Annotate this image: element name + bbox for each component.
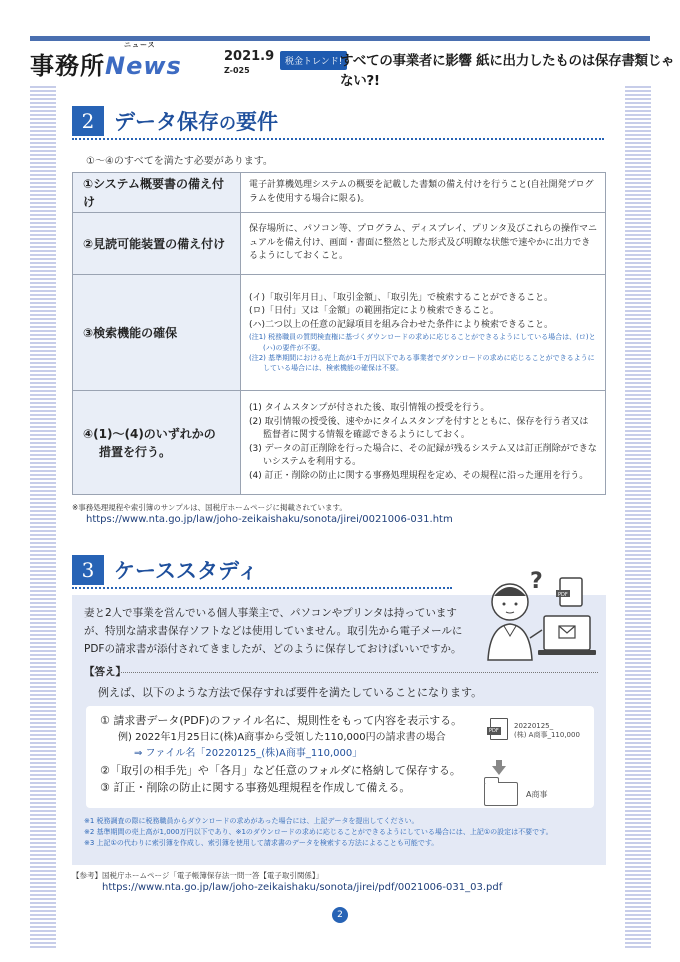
section-number: 3: [72, 555, 104, 585]
desc-line: (ハ)二つ以上の任意の記録項目を組み合わせた条件により検索できること。: [249, 319, 554, 330]
title-part: の: [219, 114, 236, 134]
step-1: ① 請求書データ(PDF)のファイル名に、規則性をもって内容を表示する。: [100, 714, 463, 727]
folder-icon: [484, 782, 518, 806]
table-row: [73, 391, 606, 495]
right-stripe-border: [625, 86, 651, 948]
row-label: ③検索機能の確保: [73, 275, 241, 391]
section-title: ケーススタディ: [114, 559, 259, 583]
section-title: [114, 106, 278, 136]
desc-line: (4) 訂正・削除の防止に関する事務処理規程を定め、その規程に沿った運用を行う。: [249, 470, 589, 481]
row-description: [241, 173, 606, 213]
requirements-table: [72, 172, 606, 495]
footnote: ※事務処理規程や索引簿のサンプルは、国税庁ホームページに掲載されています。: [72, 503, 347, 512]
logo-ruby: ニュース: [124, 41, 156, 49]
row-label: ①システム概要書の備え付け: [73, 173, 241, 213]
file-name-line: 20220125_: [514, 722, 554, 730]
table-row: [73, 213, 606, 275]
category-tag: 税金トレンド!: [280, 51, 347, 70]
header-bar: [30, 36, 650, 41]
folder-name: A商事: [526, 790, 548, 799]
desc-line: (ロ)「日付」又は「金額」の範囲指定により検索できること。: [249, 306, 500, 317]
example-file-name: [514, 722, 580, 740]
pdf-badge-text: PDF: [558, 592, 568, 598]
case-notes: [84, 816, 553, 849]
row-description: [241, 391, 606, 495]
logo-news: News: [105, 52, 182, 80]
left-stripe-border: [30, 86, 56, 948]
desc-note: (注1) 税務職員の質問検査権に基づくダウンロードの求めに応じることができるようにしている場合は、(ロ)と(ハ)の要件が不要。: [249, 333, 596, 352]
step-2: ②「取引の相手先」や「各月」など任意のフォルダに格納して保存する。: [100, 763, 461, 777]
svg-text:?: ?: [530, 569, 543, 594]
answer-intro: 例えば、以下のような方法で保存すれば要件を満たしていることになります。: [98, 686, 483, 699]
title-part: データ保存: [114, 110, 219, 134]
section-divider: [72, 587, 452, 589]
file-name-line: (株) A商事_110,000: [514, 731, 580, 740]
page-headline: すべての事業者に影響 紙に出力したものは保存書類じゃない?!: [340, 53, 675, 89]
answer-label: 【答え】: [84, 666, 126, 678]
step-1-example: 例) 2022年1月25日に(株)A商事から受領した110,000円の請求書の場合: [118, 731, 446, 743]
case-note: ※2 基準期間の売上高が1,000万円以下であり、※1のダウンロードの求めに応じることができるようにしている場合には、上記①の設定は不要です。: [84, 827, 553, 836]
answer-steps: [100, 712, 462, 797]
reference-link[interactable]: https://www.nta.go.jp/law/joho-zeikaishaku/sonota/jirei/pdf/0021006-031_03.pdf: [102, 882, 503, 893]
row-description: [241, 213, 606, 275]
section-2-heading: [72, 106, 278, 136]
logo-kanji: 事務所: [30, 52, 105, 80]
issue-number: Z-025: [224, 66, 250, 75]
issue-date: 2021.9: [224, 49, 275, 64]
row-label: ②見読可能装置の備え付け: [73, 213, 241, 275]
table-row: [73, 275, 606, 391]
step-3: ③ 訂正・削除の防止に関する事務処理規程を作成して備える。: [100, 781, 411, 795]
answer-divider: [118, 672, 598, 673]
section-intro: ①～④のすべてを満たす必要があります。: [86, 156, 273, 167]
desc-line: (イ)「取引年月日」、「取引金額」、「取引先」で検索することができること。: [249, 292, 554, 303]
desc-line: (2) 取引情報の授受後、速やかにタイムスタンプを付すとともに、保存を行う者又は監督者に関する情報を確認できるようにしておく。: [249, 416, 589, 440]
newsletter-logo: [30, 41, 182, 81]
title-part: 要件: [236, 110, 278, 134]
reference-label: 【参考】国税庁ホームページ「電子帳簿保存法一問一答【電子取引関係】」: [72, 871, 324, 880]
desc-line: (3) データの訂正削除を行った場合に、その記録が残るシステム又は訂正削除ができないシステムを利用する。: [249, 443, 597, 467]
row-label: [73, 391, 241, 495]
case-question: 妻と2人で事業を営んでいる個人事業主で、パソコンやプリンタは持っていますが、特別な請求書保存ソフトなどは使用していません。取引先から電子メールにPDFの請求書が添付されてきましたが、どのように保存しておけばいいですか。: [84, 607, 463, 655]
desc-note: (注2) 基準期間における売上高が1千万円以下である事業者でダウンロードの求めに応じることができるようにしている場合には、検索機能の確保は不要。: [249, 353, 595, 372]
section-3-heading: [72, 555, 258, 585]
pdf-label: PDF: [489, 728, 499, 734]
desc-line: 電子計算機処理システムの概要を記載した書類の備え付けを行うこと(自社開発プログラムを使用する場合に限る)。: [249, 180, 594, 204]
section-number: 2: [72, 106, 104, 136]
page-number: 2: [332, 907, 348, 923]
row-description: [241, 275, 606, 391]
nta-link[interactable]: https://www.nta.go.jp/law/joho-zeikaishaku/sonota/jirei/0021006-031.htm: [86, 514, 453, 525]
table-row: [73, 173, 606, 213]
step-1-filename: ⇒ ファイル名「20220125_(株)A商事_110,000」: [134, 747, 363, 759]
pdf-file-icon: [490, 718, 508, 740]
desc-line: 保存場所に、パソコン等、プログラム、ディスプレイ、プリンタ及びこれらの操作マニュアルを備え付け、画面・書面に整然とした形式及び明瞭な状態で速やかに出力できるようにしておくこと。: [249, 224, 597, 262]
row-label-line: 措置を行う。: [99, 444, 172, 459]
person-laptop-illustration: [480, 560, 610, 670]
case-note: ※1 税務調査の際に税務職員からダウンロードの求めがあった場合には、上記データを提出してください。: [84, 817, 419, 825]
row-label-line: ④(1)～(4)のいずれかの: [83, 426, 216, 441]
down-arrow-icon: [492, 766, 506, 775]
desc-line: (1) タイムスタンプが付された後、取引情報の授受を行う。: [249, 403, 490, 413]
case-note: ※3 上記①の代わりに索引簿を作成し、索引簿を使用して請求書のデータを検索する方法によることも可能です。: [84, 838, 439, 847]
section-divider: [72, 138, 604, 140]
